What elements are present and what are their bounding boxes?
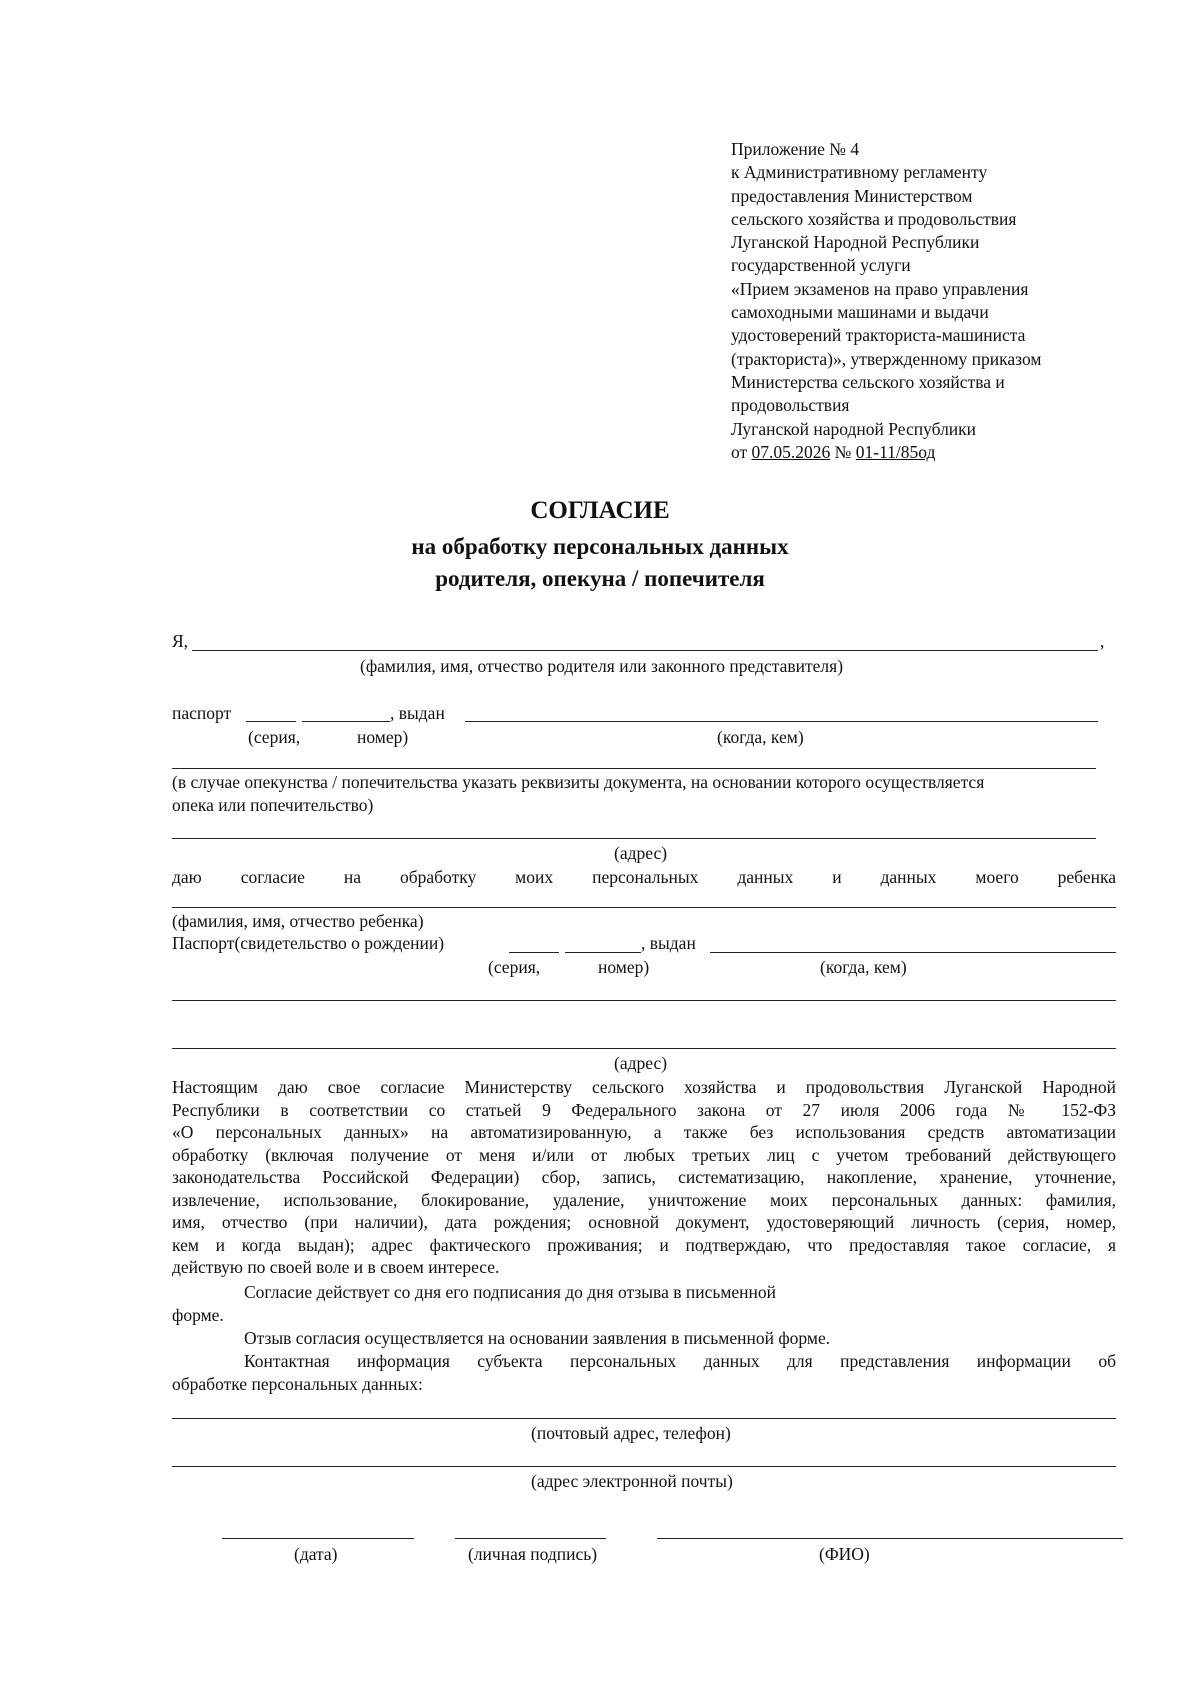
full-name-field[interactable]: [657, 1538, 1123, 1539]
child-address-caption: (адрес): [614, 1053, 668, 1073]
postal-address-field[interactable]: [172, 1418, 1116, 1419]
child-number-field[interactable]: [565, 952, 641, 953]
appendix-line: удостоверений тракториста-машиниста: [731, 325, 1026, 346]
appendix-order-line: от 07.05.2026 № 01-11/85од: [731, 441, 936, 462]
child-address-field[interactable]: [172, 1048, 1116, 1049]
address-caption: (адрес): [614, 843, 668, 863]
appendix-line: Луганской народной Республики: [731, 418, 977, 439]
appendix-line: государственной услуги: [731, 255, 911, 276]
passport-issued-field[interactable]: [465, 721, 1098, 722]
order-date: 07.05.2026: [751, 441, 831, 462]
appendix-line: «Прием экзаменов на право управления: [731, 278, 1029, 299]
order-number: 01-11/85од: [855, 441, 936, 462]
appendix-line: к Административному регламенту: [731, 162, 988, 183]
passport-series-field[interactable]: [246, 721, 296, 722]
postal-caption: (почтовый адрес, телефон): [531, 1423, 731, 1443]
guardian-caption: (в случае опекунства / попечительства указать реквизиты документа, на основании которого осуществляется: [172, 772, 985, 792]
email-field[interactable]: [172, 1466, 1116, 1467]
revocation-text: Отзыв согласия осуществляется на основании заявления в письменной форме.: [244, 1328, 831, 1348]
consent-document: Приложение № 4 к Административному регламенту предоставления Министерством сельского хозяйства и продовольствия Луганской Народной Республики государственной услуги «Прием экзаменов на право управления самоходными машинами и выдачи удостоверений тракториста-машиниста (тракториста)», утвержденному приказом Министерства сельского хозяйства и продовольствия Луганской народной Республики от 07.05.2026 № 01-11/85од СОГЛАСИЕ на обработку персональных данных родителя, опекуна / попечителя Я, , (фамилия, имя, отчество родителя или законного представителя) паспорт , выдан (серия, номер) (когда, кем) (в случае опекунства / попечительства указать реквизиты документа, на основании которого осуществляется опека или попечительство) (адрес) даю согласие на обработку моих персональных данных и данных моего ребенка (фамилия, имя, отчество ребенка) Паспорт(свидетельство о рождении) , выдан (серия, номер) (когда, кем) (адрес) Настоящим даю свое согласие Министерству сельского хозяйства и продовольствия Луганской Народной Республики в соответствии со статьей 9 Федерального закона от 27 июля 2006 года № 152-ФЗ «О персональных данных» на автоматизированную, а также без использования средств автоматизации обработку (включая получение от меня и/или от любых третьих лиц с учетом требований действующего законодательства Российской Федерации) сбор, запись, систематизацию, накопление, хранение, уточнение, извлечение, использование, блокирование, удаление, уничтожение моих персональных данных: фамилия, имя, отчество (при наличии), дата рождения; основной документ, удостоверяющий личность (серия, номер, кем и когда выдан); адрес фактического проживания; и подтверждаю, что предоставляя такое согласие, я действую по своей воле и в своем интересе. Согласие действует со дня его подписания до дня отзыва в письменной форме. Отзыв согласия осуществляется на основании заявления в письменной форме. Контактная информация субъекта персональных данных для представления информации об обработке персональных данных: (почтовый адрес, телефон) (адрес электронной почты) (дата) (личная подпись) (ФИО): [0, 0, 1200, 1697]
child-name-caption: (фамилия, имя, отчество ребенка): [172, 911, 424, 931]
guardian-document-field[interactable]: [172, 768, 1096, 769]
appendix-line: (тракториста)», утвержденному приказом: [731, 348, 1042, 369]
appendix-block: [731, 138, 1151, 464]
document-title: СОГЛАСИЕ: [530, 497, 670, 524]
appendix-line: Луганской Народной Республики: [731, 232, 980, 253]
passport-number-field[interactable]: [302, 721, 390, 722]
appendix-line: продовольствия: [731, 395, 850, 416]
appendix-line: Министерства сельского хозяйства и: [731, 371, 1005, 392]
email-caption: (адрес электронной почты): [531, 1471, 733, 1491]
appendix-line: сельского хозяйства и продовольствия: [731, 208, 1017, 229]
signature-field[interactable]: [455, 1538, 606, 1539]
appendix-line: самоходными машинами и выдачи: [731, 302, 989, 323]
parent-name-field[interactable]: [192, 650, 1098, 651]
validity-text: Согласие действует со дня его подписания до дня отзыва в письменной: [244, 1282, 777, 1302]
consent-sentence: даю согласие на обработку моих персональных данных и данных моего ребенка: [172, 867, 1116, 887]
child-name-field[interactable]: [172, 907, 1116, 908]
issued-label: , выдан: [390, 703, 445, 723]
date-field[interactable]: [222, 1538, 414, 1539]
consent-paragraph: Настоящим даю свое согласие Министерству сельского хозяйства и продовольствия Луганской Народной Республики в соответствии со статьей 9 Федерального закона от 27 июля 2006 года № 152-ФЗ «О персональных данных» на автоматизированную, а также без использования средств автоматизации обработку (включая получение от меня и/или от любых третьих лиц с учетом требований действующего законодательства Российской Федерации) сбор, запись, систематизацию, накопление, хранение, уточнение, извлечение, использование, блокирование, удаление, уничтожение моих персональных данных: фамилия, имя, отчество (при наличии), дата рождения; основной документ, удостоверяющий личность (серия, номер, кем и когда выдан); адрес фактического проживания; и подтверждаю, что предоставляя такое согласие, я действую по своей воле и в своем интересе.: [172, 1077, 1116, 1277]
parent-address-field[interactable]: [172, 838, 1096, 839]
ya-label: Я,: [172, 631, 189, 651]
child-address-field[interactable]: [172, 1000, 1116, 1001]
parent-name-caption: (фамилия, имя, отчество родителя или законного представителя): [360, 656, 844, 676]
appendix-line: предоставления Министерством: [731, 185, 973, 206]
validity-text: форме.: [172, 1305, 224, 1325]
guardian-caption: опека или попечительство): [172, 795, 374, 815]
child-issued-field[interactable]: [710, 952, 1116, 953]
child-series-field[interactable]: [509, 952, 559, 953]
signature-caption: (личная подпись): [468, 1544, 598, 1564]
document-subtitle: на обработку персональных данных: [411, 534, 789, 559]
child-issued-label: , выдан: [641, 933, 696, 953]
contact-paragraph: Контактная информация субъекта персональных данных для представления информации об обработке персональных данных:: [172, 1351, 1116, 1394]
passport-label: паспорт: [172, 703, 232, 723]
date-caption: (дата): [294, 1544, 338, 1564]
appendix-line: Приложение № 4: [731, 139, 860, 159]
name-caption: (ФИО): [819, 1544, 870, 1564]
document-subtitle: родителя, опекуна / попечителя: [435, 566, 765, 591]
child-passport-label: Паспорт(свидетельство о рождении): [172, 933, 445, 953]
